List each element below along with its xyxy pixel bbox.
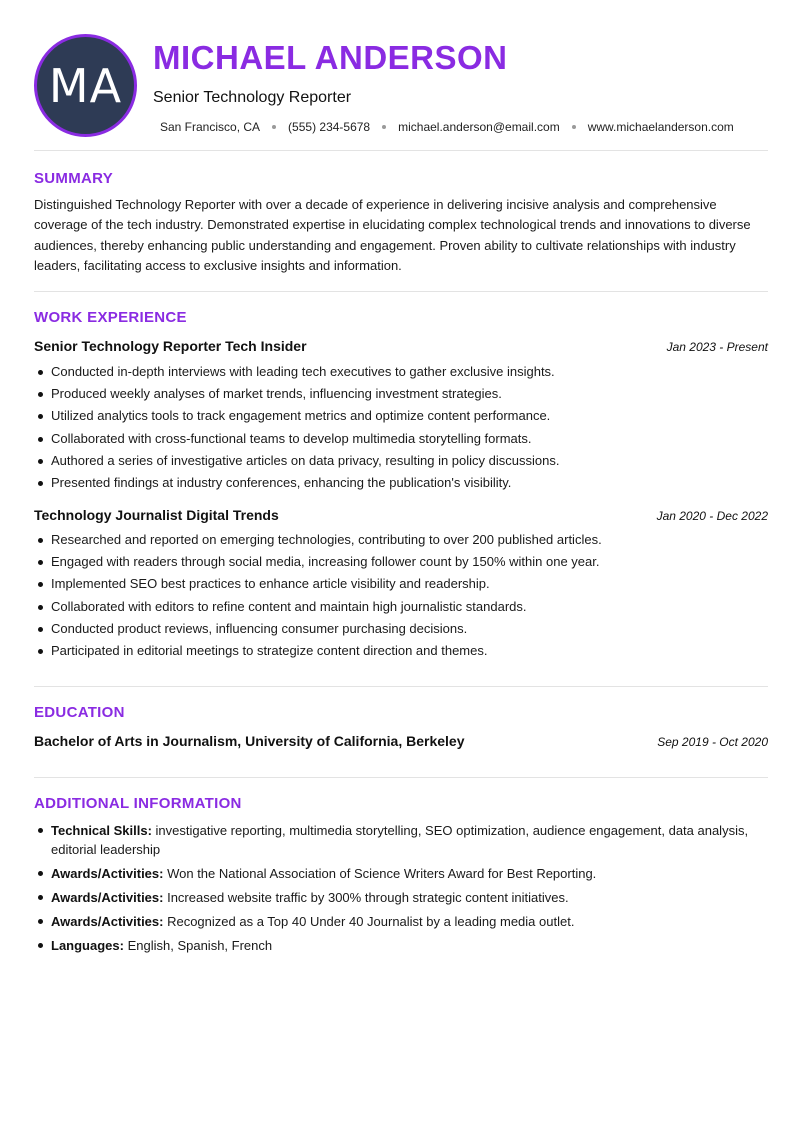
- list-item: [34, 912, 768, 931]
- list-item: Collaborated with editors to refine content and maintain high journalistic standards.: [34, 598, 768, 620]
- job-title: Technology Journalist Digital Trends: [34, 507, 279, 523]
- list-item: Collaborated with cross-functional teams to develop multimedia storytelling formats.: [34, 430, 768, 452]
- list-item: Utilized analytics tools to track engagement metrics and optimize content performance.: [34, 407, 768, 429]
- education-dates: Sep 2019 - Oct 2020: [657, 735, 768, 749]
- job-bullets: [34, 363, 768, 496]
- item-text: investigative reporting, multimedia storytelling, SEO optimization, audience engagement, data analysis, editorial leadership: [51, 823, 749, 857]
- avatar-initials: MA: [48, 58, 123, 113]
- list-item: Engaged with readers through social media, increasing follower count by 150% within one year.: [34, 553, 768, 575]
- summary-text: Distinguished Technology Reporter with over a decade of experience in delivering incisive analysis and comprehensive coverage of the tech industry. Demonstrated expertise in elucidating complex technological trends and innovations to diverse audiences, thereby enhancing public understanding and engagement. Proven ability to cultivate relationships with industry leaders, facilitating access to exclusive insights and information.: [34, 197, 751, 273]
- item-text: English, Spanish, French: [123, 938, 273, 953]
- list-item: Implemented SEO best practices to enhance article visibility and readership.: [34, 575, 768, 597]
- contact-email[interactable]: michael.anderson@email.com: [398, 120, 560, 134]
- list-item: Produced weekly analyses of market trends, influencing investment strategies.: [34, 385, 768, 407]
- additional-list: [34, 821, 768, 960]
- list-item: Conducted in-depth interviews with leading tech executives to gather exclusive insights.: [34, 363, 768, 385]
- additional-heading: ADDITIONAL INFORMATION: [34, 795, 242, 812]
- section-divider: [34, 686, 768, 687]
- summary-heading: SUMMARY: [34, 170, 114, 187]
- education-entry: [34, 733, 768, 751]
- job-header: [34, 507, 768, 525]
- item-text: Won the National Association of Science Writers Award for Best Reporting.: [163, 866, 597, 881]
- item-label: Languages:: [51, 938, 124, 953]
- contact-phone: (555) 234-5678: [288, 120, 371, 134]
- job-header: [34, 338, 768, 356]
- list-item: Participated in editorial meetings to strategize content direction and themes.: [34, 642, 768, 664]
- item-label: Awards/Activities:: [51, 914, 164, 929]
- experience-heading: WORK EXPERIENCE: [34, 309, 187, 326]
- contact-location: San Francisco, CA: [160, 120, 261, 134]
- job-bullets: [34, 531, 768, 664]
- section-divider: [34, 777, 768, 778]
- avatar: [34, 34, 137, 137]
- contact-line: [160, 120, 734, 134]
- item-text: Recognized as a Top 40 Under 40 Journalist by a leading media outlet.: [163, 914, 575, 929]
- section-divider: [34, 150, 768, 151]
- education-heading: EDUCATION: [34, 704, 125, 721]
- item-label: Awards/Activities:: [51, 890, 164, 905]
- separator-dot: [572, 125, 576, 129]
- item-label: Awards/Activities:: [51, 866, 164, 881]
- list-item: [34, 936, 768, 955]
- separator-dot: [272, 125, 276, 129]
- separator-dot: [382, 125, 386, 129]
- list-item: Conducted product reviews, influencing consumer purchasing decisions.: [34, 620, 768, 642]
- degree-title: Bachelor of Arts in Journalism, University of California, Berkeley: [34, 733, 465, 749]
- resume-header: [34, 34, 768, 138]
- job-dates: Jan 2023 - Present: [666, 340, 768, 354]
- candidate-name: MICHAEL ANDERSON: [153, 39, 508, 76]
- list-item: [34, 864, 768, 883]
- list-item: [34, 888, 768, 907]
- list-item: [34, 821, 768, 859]
- job-dates: Jan 2020 - Dec 2022: [656, 509, 768, 523]
- list-item: Researched and reported on emerging technologies, contributing to over 200 published articles.: [34, 531, 768, 553]
- list-item: Presented findings at industry conferences, enhancing the publication's visibility.: [34, 474, 768, 496]
- item-label: Technical Skills:: [51, 823, 152, 838]
- list-item: Authored a series of investigative articles on data privacy, resulting in policy discussions.: [34, 452, 768, 474]
- candidate-title: Senior Technology Reporter: [153, 89, 352, 106]
- contact-website[interactable]: www.michaelanderson.com: [587, 120, 734, 134]
- job-title: Senior Technology Reporter Tech Insider: [34, 338, 307, 354]
- section-divider: [34, 291, 768, 292]
- item-text: Increased website traffic by 300% through strategic content initiatives.: [163, 890, 569, 905]
